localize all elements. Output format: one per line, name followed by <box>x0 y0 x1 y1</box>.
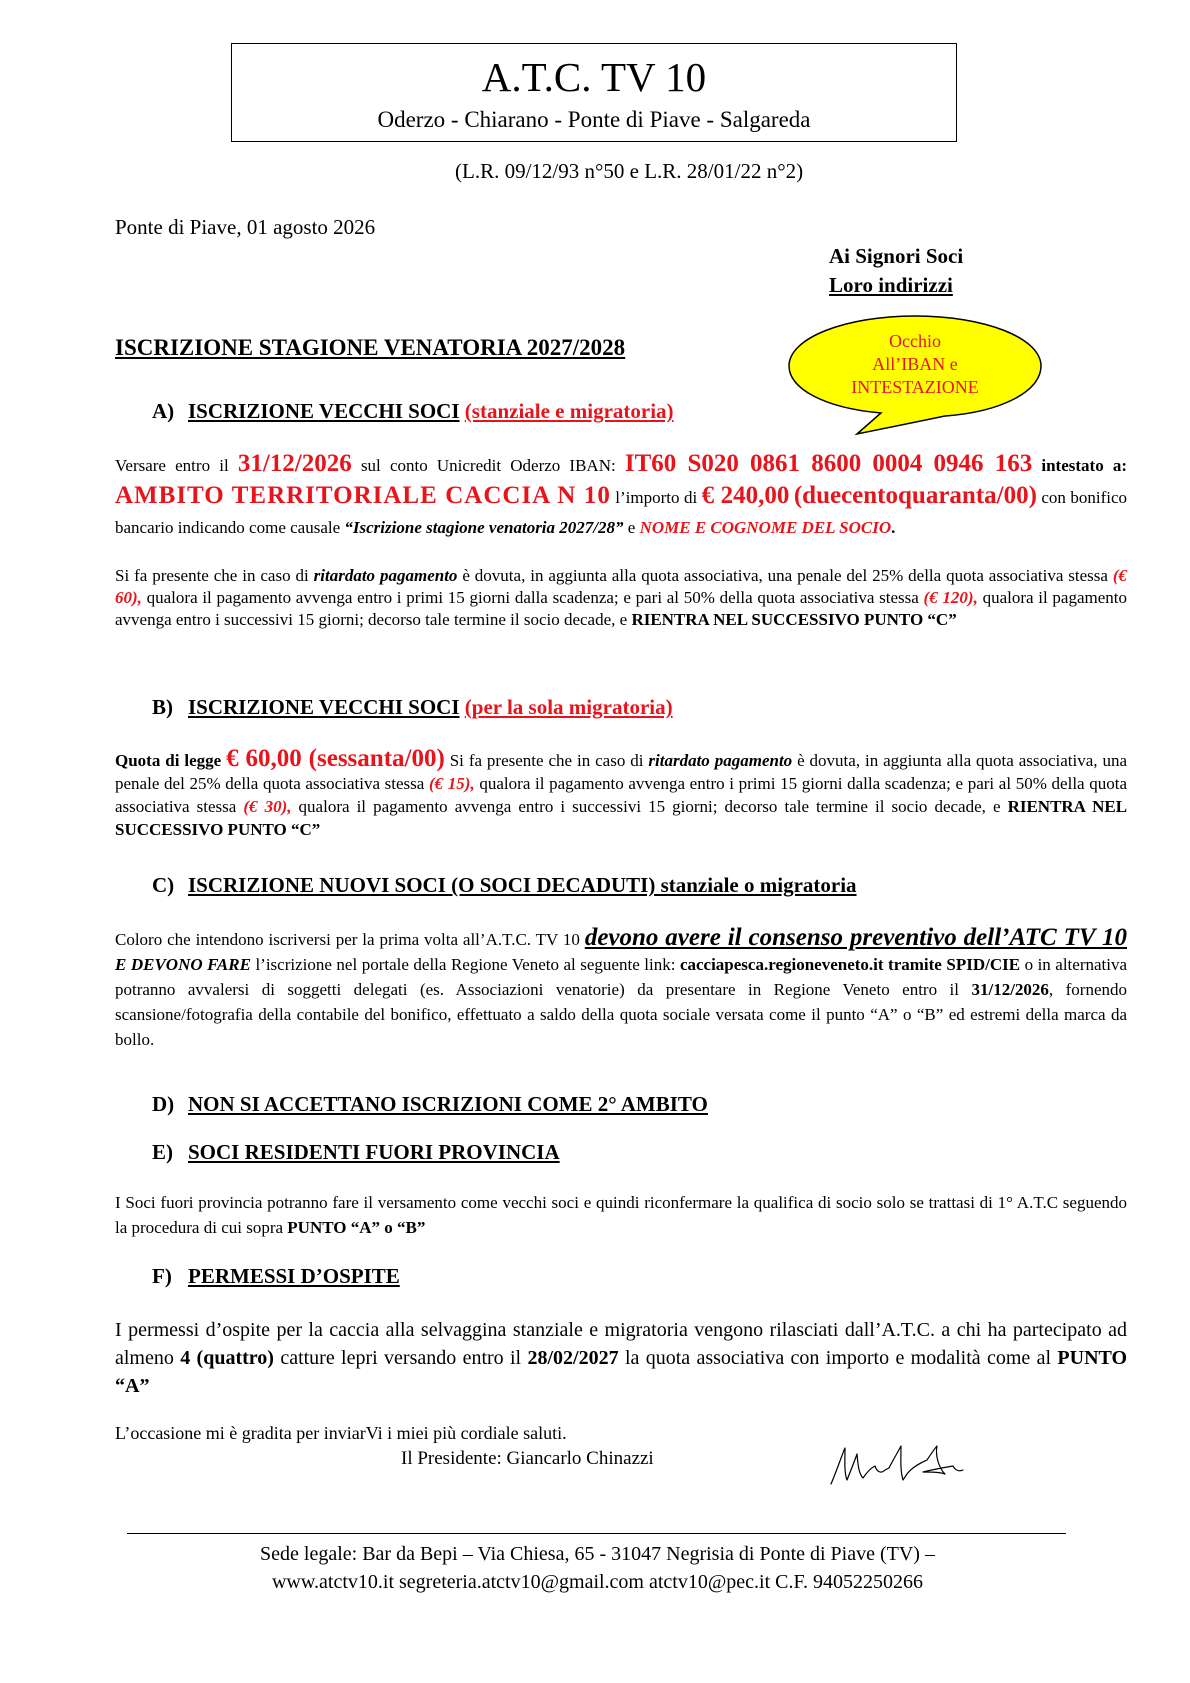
letterhead-box <box>231 43 957 142</box>
section-a-deadline: 31/12/2026 <box>237 450 352 477</box>
late-payment-label: ritardato pagamento <box>313 566 458 585</box>
section-b-text: Quota di legge <box>115 751 222 770</box>
recipients-line2: Loro indirizzi <box>829 273 953 297</box>
penalty-25: (€ 15), <box>428 774 475 793</box>
section-e-title: SOCI RESIDENTI FUORI PROVINCIA <box>188 1140 560 1164</box>
section-c-paragraph <box>115 925 1127 1052</box>
signatory-name: Il Presidente: Giancarlo Chinazzi <box>401 1448 654 1469</box>
organization-municipalities: Oderzo - Chiarano - Ponte di Piave - Salgareda <box>377 107 811 132</box>
section-b-letter: B) <box>152 695 173 719</box>
place-date: Ponte di Piave, 01 agosto 2026 <box>115 215 376 239</box>
section-b-paragraph <box>115 747 1127 841</box>
section-a-title: ISCRIZIONE VECCHI SOCI <box>188 399 460 423</box>
section-b-amount: € 60,00 (sessanta/00) <box>226 745 445 772</box>
section-b-bold-note: RIENTRA NEL SUCCESSIVO PUNTO “C” <box>115 797 1128 839</box>
bubble-line1: Occhio <box>889 331 941 351</box>
section-e-paragraph <box>115 1190 1127 1240</box>
section-b-text: Si fa presente che in caso di <box>449 751 644 770</box>
section-f-bold-note: PUNTO “A” <box>115 1347 1128 1397</box>
section-b-text: qualora il pagamento avvenga entro i successivi 15 giorni; decorso tale termine il socio decade, e <box>298 797 1001 816</box>
signature-icon <box>827 1440 967 1490</box>
section-a-bold-note: RIENTRA NEL SUCCESSIVO PUNTO “C” <box>631 610 957 629</box>
section-a-text: l’importo di <box>615 488 698 507</box>
section-a-late-paragraph <box>115 565 1127 631</box>
iban-code: IT60 S020 0861 8600 0004 0946 163 <box>624 450 1033 477</box>
section-c-deadline: 31/12/2026 <box>971 980 1049 999</box>
section-c-letter: C) <box>152 873 175 897</box>
section-c-must-do: E DEVONO FARE <box>115 955 251 974</box>
section-a-text: Si fa presente che in caso di <box>115 566 309 585</box>
section-a-text: qualora il pagamento avvenga entro i successivi 15 giorni; decorso tale termine il socio decade, e <box>115 588 1127 629</box>
section-a-text: con bonifico bancario indicando come causale <box>115 488 1128 537</box>
section-f-title: PERMESSI D’OSPITE <box>188 1264 400 1288</box>
section-b-text: è dovuta, in aggiunta alla quota associativa, una penale del 25% della quota associativa stessa <box>115 751 1128 793</box>
section-e-heading <box>152 1140 560 1165</box>
penalty-50: (€ 30), <box>243 797 292 816</box>
bubble-line3: INTESTAZIONE <box>851 377 979 397</box>
organization-title: A.T.C. TV 10 <box>481 54 707 100</box>
section-f-letter: F) <box>152 1264 172 1288</box>
section-c-heading <box>152 873 857 898</box>
consent-requirement: devono avere il consenso preventivo dell’ATC TV 10 <box>584 924 1128 951</box>
section-f-text: catture lepri versando entro il <box>280 1347 522 1369</box>
section-c-text: o in alternativa potranno avvalersi di soggetti delegati (es. Associazioni venatorie) da presentare in Regione Veneto entro il <box>115 955 1128 999</box>
section-a-text: è dovuta, in aggiunta alla quota associativa, una penale del 25% della quota associativa stessa <box>462 566 1108 585</box>
footer-divider <box>127 1533 1066 1534</box>
section-a-heading <box>152 399 674 424</box>
section-a-letter: A) <box>152 399 175 423</box>
footer-contacts: www.atctv10.it segreteria.atctv10@gmail.com atctv10@pec.it C.F. 94052250266 <box>271 1571 923 1593</box>
section-d-letter: D) <box>152 1092 175 1116</box>
section-a-title-red: (stanziale e migratoria) <box>464 399 674 423</box>
section-f-deadline: 28/02/2027 <box>527 1347 619 1369</box>
member-name-note: NOME E COGNOME DEL SOCIO <box>639 518 892 537</box>
penalty-25: (€ 60), <box>115 566 1128 607</box>
section-b-title-red: (per la sola migratoria) <box>464 695 673 719</box>
section-c-text: Coloro che intendono iscriversi per la prima volta all’A.T.C. TV 10 <box>115 930 580 949</box>
section-a-text: e <box>627 518 636 537</box>
section-d-heading <box>152 1092 708 1117</box>
section-f-paragraph <box>115 1316 1127 1400</box>
section-a-text: sul conto Unicredit Oderzo IBAN: <box>360 456 616 475</box>
section-a-text: intestato a: <box>1041 456 1128 475</box>
section-f-text: la quota associativa con importo e modalità come al <box>624 1347 1052 1369</box>
warning-speech-bubble <box>785 312 1045 442</box>
section-a-text: qualora il pagamento avvenga entro i primi 15 giorni dalla scadenza; e pari al 50% della quota associativa stessa <box>146 588 919 607</box>
law-reference: (L.R. 09/12/93 n°50 e L.R. 28/01/22 n°2) <box>455 159 804 183</box>
document-title: ISCRIZIONE STAGIONE VENATORIA 2027/2028 <box>115 335 626 360</box>
section-b-text: qualora il pagamento avvenga entro i primi 15 giorni dalla scadenza; e pari al 50% della quota associativa stessa <box>115 774 1128 816</box>
section-c-text: , fornendo scansione/fotografia della contabile del bonifico, effettuato a saldo della quota sociale versata come il punto “A” o “B” ed estremi della marca da bollo. <box>115 980 1128 1049</box>
closing-greeting: L’occasione mi è gradita per inviarVi i miei più cordiale saluti. <box>115 1423 567 1443</box>
bubble-text <box>785 330 1045 399</box>
recipients-line1: Ai Signori Soci <box>829 244 964 268</box>
late-payment-label: ritardato pagamento <box>648 751 793 770</box>
section-e-bold-note: PUNTO “A” o “B” <box>287 1218 426 1237</box>
section-e-text: I Soci fuori provincia potranno fare il versamento come vecchi soci e quindi riconfermare la qualifica di socio solo se trattasi di 1° A.T.C seguendo la procedura di cui sopra <box>115 1193 1127 1237</box>
penalty-50: (€ 120), <box>923 588 978 607</box>
bubble-line2: All’IBAN e <box>872 354 958 374</box>
section-d-title: NON SI ACCETTANO ISCRIZIONI COME 2° AMBITO <box>188 1092 708 1116</box>
section-a-text: . <box>891 518 896 537</box>
footer-address: Sede legale: Bar da Bepi – Via Chiesa, 65 - 31047 Negrisia di Ponte di Piave (TV) – <box>260 1543 935 1565</box>
section-c-title: ISCRIZIONE NUOVI SOCI (O SOCI DECADUTI) stanziale o migratoria <box>188 873 857 897</box>
signature-image <box>827 1440 967 1495</box>
recipients-block <box>829 242 963 300</box>
payment-causale: “Iscrizione stagione venatoria 2027/28” <box>344 518 624 537</box>
guest-catches-count: 4 (quattro) <box>180 1347 274 1369</box>
section-f-text: I permessi d’ospite per la caccia alla selvaggina stanziale e migratoria vengono rilasciati dall’A.T.C. a chi ha partecipato ad almeno <box>115 1319 1127 1369</box>
section-a-amount-words: (duecentoquaranta/00) <box>793 482 1037 509</box>
account-holder: AMBITO TERRITORIALE CACCIA N 10 <box>115 482 611 509</box>
section-a-payment-paragraph <box>115 449 1127 543</box>
section-b-heading <box>152 695 673 720</box>
section-a-amount: € 240,00 <box>701 482 790 509</box>
section-b-title: ISCRIZIONE VECCHI SOCI <box>188 695 460 719</box>
portal-link: cacciapesca.regioneveneto.it tramite SPID/CIE <box>679 955 1021 974</box>
section-a-text: Versare entro il <box>115 456 229 475</box>
section-c-text: l’iscrizione nel portale della Regione Veneto al seguente link: <box>255 955 676 974</box>
footer <box>130 1540 1065 1596</box>
section-f-heading <box>152 1264 400 1289</box>
section-e-letter: E) <box>152 1140 173 1164</box>
